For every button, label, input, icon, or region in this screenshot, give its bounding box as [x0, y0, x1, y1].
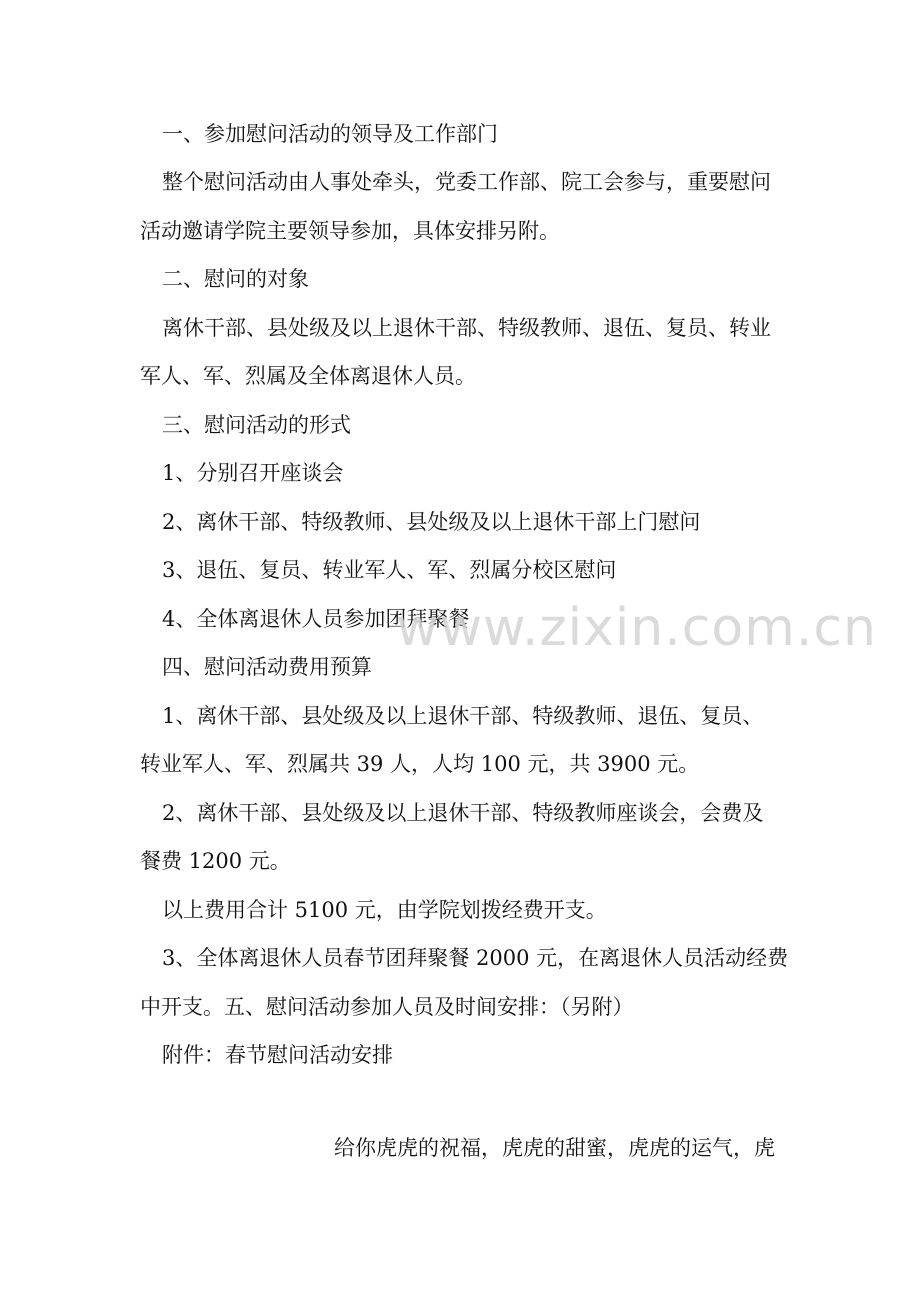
- watermark: www.zixin.com.cn: [396, 598, 877, 658]
- list-item: 3、全体离退休人员春节团拜聚餐 2000 元，在离退休人员活动经费: [162, 946, 789, 970]
- list-item-continued: 餐费 1200 元。: [140, 849, 291, 873]
- list-item: 1、离休干部、县处级及以上退休干部、特级教师、退伍、复员、: [162, 704, 764, 728]
- heading-section-1: 一、参加慰问活动的领导及工作部门: [162, 122, 498, 146]
- paragraph-line: 军人、军、烈属及全体离退休人员。: [140, 364, 476, 388]
- attachment-note: 附件：春节慰问活动安排: [162, 1043, 393, 1067]
- list-item-continued: 中开支。五、慰问活动参加人员及时间安排：（另附）: [140, 995, 634, 1019]
- heading-section-3: 三、慰问活动的形式: [162, 413, 351, 437]
- list-item: 2、离休干部、县处级及以上退休干部、特级教师座谈会，会费及: [162, 801, 764, 825]
- list-item: 4、全体离退休人员参加团拜聚餐: [162, 607, 470, 631]
- heading-section-2: 二、慰问的对象: [162, 267, 309, 291]
- list-item: 3、退伍、复员、转业军人、军、烈属分校区慰问: [162, 558, 617, 582]
- paragraph-line: 活动邀请学院主要领导参加，具体安排另附。: [140, 219, 560, 243]
- greeting-line: 给你虎虎的祝福，虎虎的甜蜜，虎虎的运气，虎: [334, 1136, 775, 1160]
- paragraph-line: 整个慰问活动由人事处牵头，党委工作部、院工会参与，重要慰问: [162, 170, 771, 194]
- list-item: 1、分别召开座谈会: [162, 461, 344, 485]
- heading-section-4: 四、慰问活动费用预算: [162, 655, 372, 679]
- paragraph-line: 以上费用合计 5100 元，由学院划拨经费开支。: [162, 898, 607, 922]
- list-item-continued: 转业军人、军、烈属共 39 人，人均 100 元，共 3900 元。: [140, 752, 700, 776]
- paragraph-line: 离休干部、县处级及以上退休干部、特级教师、退伍、复员、转业: [162, 316, 771, 340]
- list-item: 2、离休干部、特级教师、县处级及以上退休干部上门慰问: [162, 510, 701, 534]
